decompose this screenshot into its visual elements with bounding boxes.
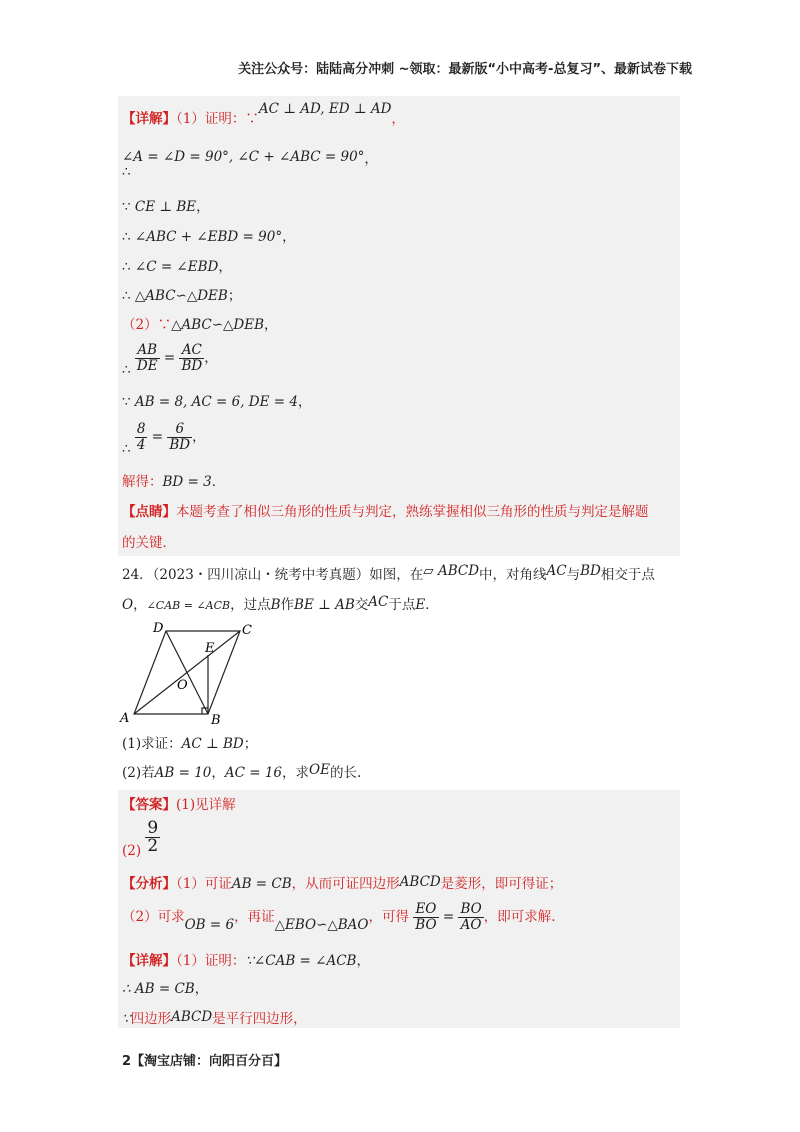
- comment-line-1: 【点睛】本题考查了相似三角形的性质与判定，熟练掌握相似三角形的性质与判定是解题: [122, 504, 649, 520]
- label-o: O: [177, 678, 188, 693]
- sol1-line-6: ∴ △ABC∽△DEB；: [122, 288, 242, 304]
- answer-line-1: 【答案】(1)见详解: [122, 797, 236, 813]
- analysis-tag: 【分析】: [122, 876, 176, 892]
- label-b: B: [211, 713, 221, 728]
- problem-line-1: 24．（2023・四川凉山・统考中考真题）如图，在▱ ABCD中，对角线AC与BD相交于点: [122, 563, 655, 583]
- analysis-fraction-2: $\frac{BO}{AO}$: [460, 901, 482, 933]
- analysis-line-1: 【分析】（1）可证AB = CB，从而可证四边形ABCD是菱形，即可得证；: [122, 874, 563, 892]
- problem-line-2: O，∠CAB = ∠ACB，过点B作BE ⊥ AB交AC于点E．: [122, 594, 439, 613]
- analysis-fraction-1: $\frac{EO}{BO}$: [415, 901, 437, 933]
- sol1-line-8: ∴ $\frac{AB}{DE}$ = $\frac{AC}{BD}$ ，: [122, 342, 218, 378]
- sol2-line-1: 【详解】（1）证明：∵∠CAB = ∠ACB，: [122, 953, 370, 969]
- fraction-ab-de: $\frac{AB}{DE}$: [136, 342, 158, 374]
- sol1-line-1: 【详解】（1）证明：∵AC ⊥ AD, ED ⊥ AD，: [122, 101, 405, 127]
- answer-fraction: $\frac{9}{2}$: [147, 818, 159, 856]
- sol1-line-2: ∠A = ∠D = 90°, ∠C + ∠ABC = 90°，: [122, 149, 378, 167]
- fraction-ac-bd: $\frac{AC}{BD}$: [181, 342, 203, 374]
- geometry-figure: [115, 618, 265, 728]
- sol1-line-11: 解得：BD = 3．: [122, 474, 226, 490]
- sol1-line-10: ∴ $\frac{8}{4}$ = $\frac{6}{BD}$ ，: [122, 421, 206, 457]
- sol1-line-4: ∴ ∠ABC + ∠EBD = 90°，: [122, 229, 296, 245]
- fraction-6-bd: $\frac{6}{BD}$: [169, 421, 191, 453]
- sol1-line-5: ∴ ∠C = ∠EBD，: [122, 259, 232, 275]
- page-header: 关注公众号：陆陆高分冲刺 ~领取：最新版“小中高考-总复习”、最新试卷下载: [238, 62, 692, 77]
- sol1-line-3: ∵ CE ⊥ BE，: [122, 199, 210, 215]
- answer-tag: 【答案】: [122, 797, 176, 813]
- answer-line-2: (2) $\frac{9}{2}$: [122, 818, 159, 859]
- detail-tag: 【详解】: [122, 111, 176, 127]
- label-a: A: [120, 711, 130, 726]
- sol2-line-3: ∵四边形ABCD是平行四边形，: [122, 1009, 307, 1027]
- label-e: E: [205, 641, 215, 656]
- diagonal-bd: [166, 631, 208, 714]
- question-2: (2)若AB = 10，AC = 16，求OE的长.: [122, 762, 362, 781]
- therefore-1: ∴: [122, 164, 131, 180]
- sol2-line-2: ∴ AB = CB，: [122, 981, 209, 997]
- question-1: (1)求证：AC ⊥ BD；: [122, 736, 258, 752]
- label-d: D: [153, 621, 164, 636]
- comment-tag: 【点睛】: [122, 504, 176, 520]
- label-c: C: [242, 623, 252, 638]
- detail-tag-2: 【详解】: [122, 953, 176, 969]
- page-footer: 2【淘宝店铺：向阳百分百】: [122, 1054, 288, 1069]
- fraction-8-4: $\frac{8}{4}$: [136, 421, 146, 453]
- sol1-line-7: （2）∵△ABC∽△DEB，: [122, 317, 278, 333]
- sol1-line-9: ∵ AB = 8, AC = 6, DE = 4，: [122, 394, 312, 410]
- analysis-line-2: （2）可求OB = 6，再证△EBO∽△BAO，可得 $\frac{EO}{BO}$ = $\frac{BO}{AO}$ ，即可求解.: [122, 901, 556, 933]
- comment-line-2: 的关键．: [122, 535, 176, 551]
